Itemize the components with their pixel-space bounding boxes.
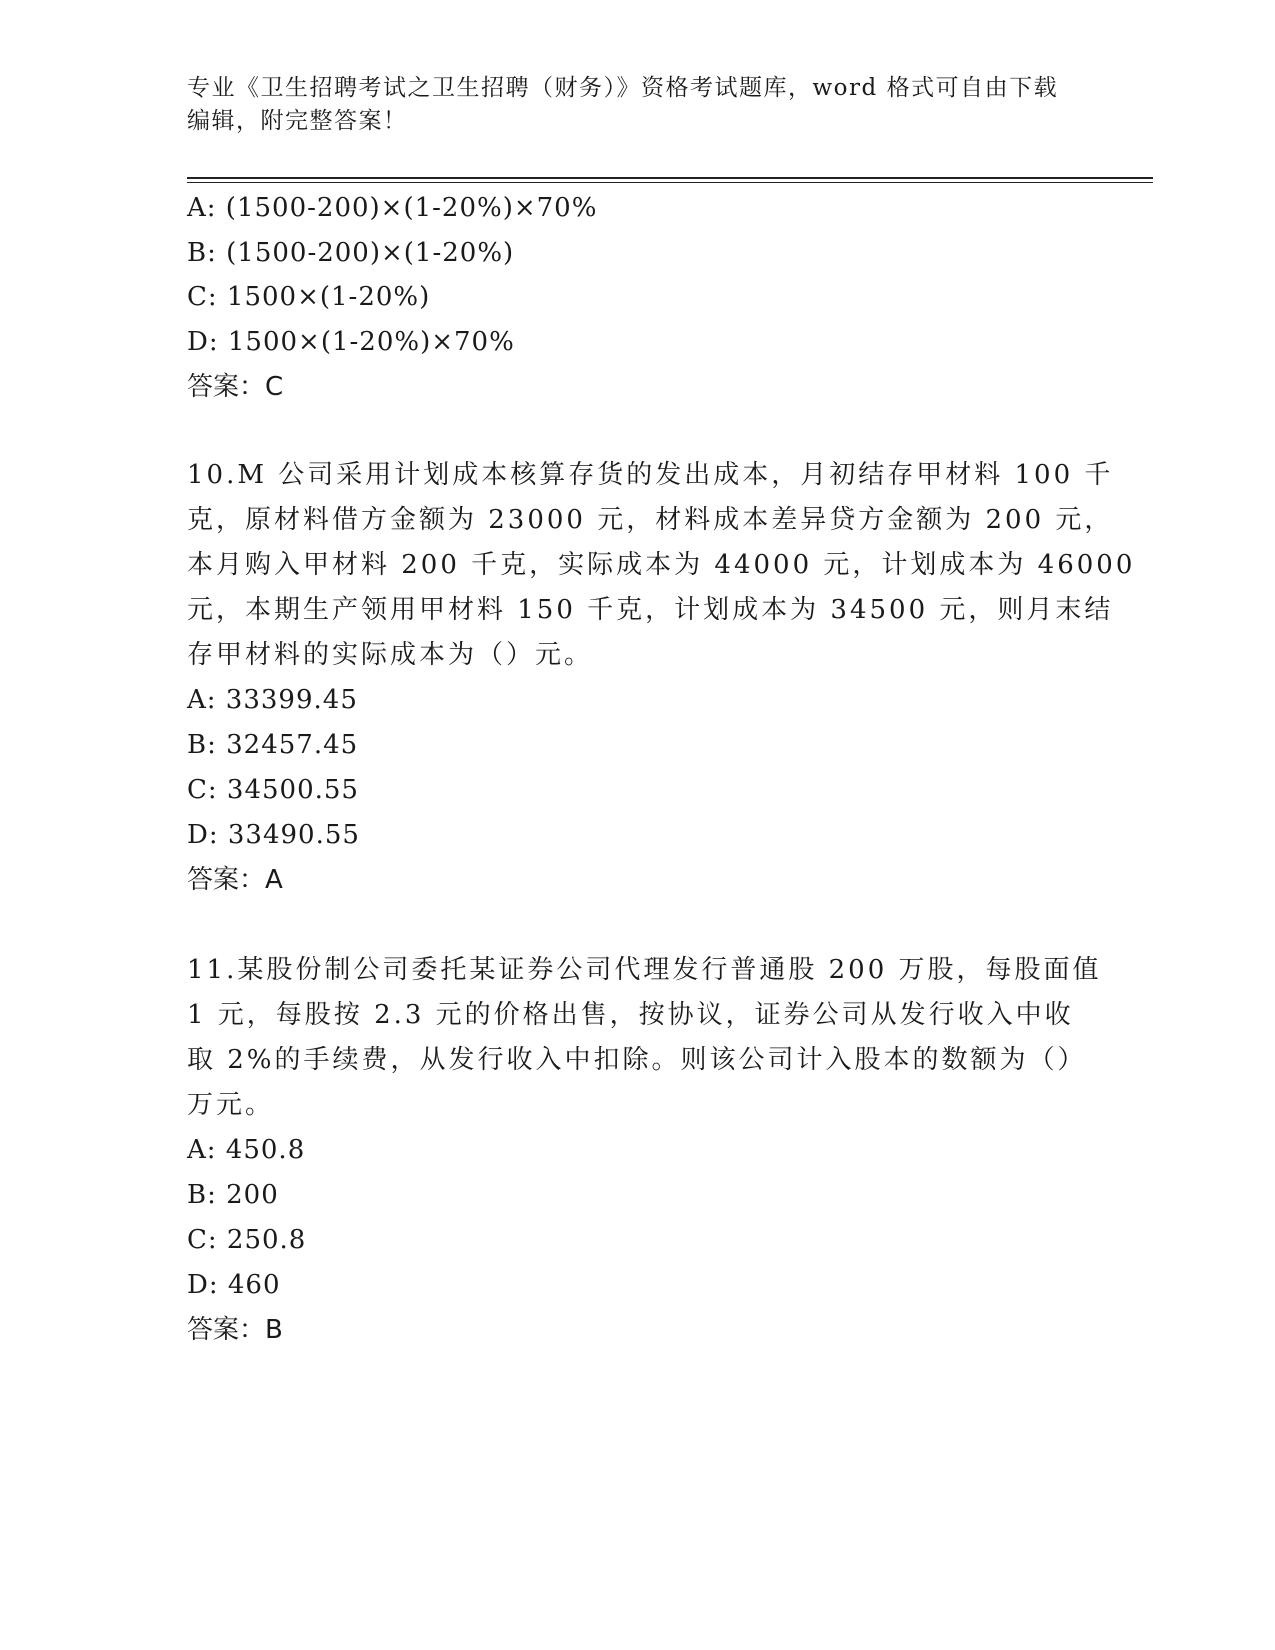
q9-option-b: B: (1500-200)×(1-20%) [187,238,515,268]
q11-option-d: D: 460 [187,1270,281,1300]
q11-option-c: C: 250.8 [187,1225,307,1255]
q9-option-c: C: 1500×(1-20%) [187,282,431,312]
header-line-1: 专业《卫生招聘考试之卫生招聘（财务）》资格考试题库，word 格式可自由下载 [187,75,1059,101]
q10-text-line-5: 存甲材料的实际成本为（）元。 [187,640,594,670]
q10-option-c: C: 34500.55 [187,775,359,805]
q9-option-a: A: (1500-200)×(1-20%)×70% [187,193,598,223]
header-divider-thin [187,182,1153,183]
q11-text-line-1: 11.某股份制公司委托某证券公司代理发行普通股 200 万股，每股面值 [187,955,1102,985]
q10-option-d: D: 33490.55 [187,820,360,850]
q10-text-line-1: 10.M 公司采用计划成本核算存货的发出成本，月初结存甲材料 100 千 [187,460,1114,490]
q10-text-line-3: 本月购入甲材料 200 千克，实际成本为 44000 元，计划成本为 46000 [187,550,1136,580]
q11-text-line-2: 1 元，每股按 2.3 元的价格出售，按协议，证券公司从发行收入中收 [187,1000,1074,1030]
q11-text-line-3: 取 2%的手续费，从发行收入中扣除。则该公司计入股本的数额为（） [187,1045,1087,1075]
q11-option-a: A: 450.8 [187,1135,306,1165]
q9-answer: 答案：C [187,372,284,402]
q10-option-a: A: 33399.45 [187,685,358,715]
document-header [187,72,1087,138]
q11-text-line-4: 万元。 [187,1090,275,1120]
header-line-2: 编辑，附完整答案！ [187,108,408,134]
q10-text-line-4: 元，本期生产领用甲材料 150 千克，计划成本为 34500 元，则月末结 [187,595,1114,625]
q10-text-line-2: 克，原材料借方金额为 23000 元，材料成本差异贷方金额为 200 元， [187,505,1114,535]
q11-answer: 答案：B [187,1315,283,1345]
q11-option-b: B: 200 [187,1180,279,1210]
q9-option-d: D: 1500×(1-20%)×70% [187,327,515,357]
q10-option-b: B: 32457.45 [187,730,359,760]
header-divider-thick [187,177,1153,179]
q10-answer: 答案：A [187,865,283,895]
